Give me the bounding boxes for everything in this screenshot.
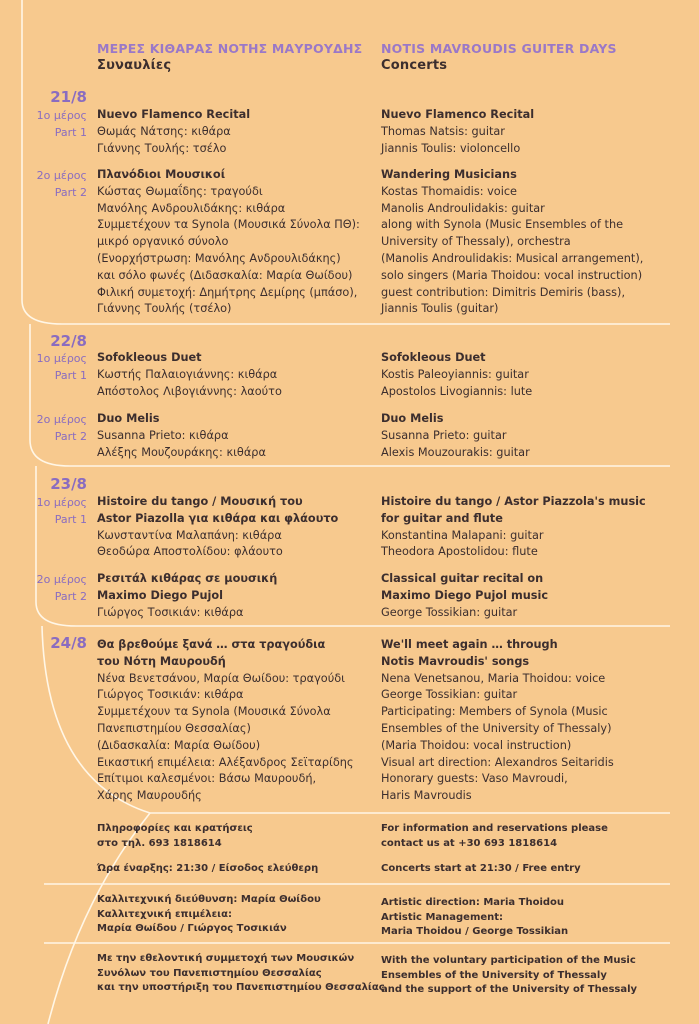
text-line: και την υποστήριξη του Πανεπιστημίου Θεσσαλίας [97, 982, 385, 993]
header-greek [97, 41, 362, 73]
text-line: Part 1 [54, 369, 87, 382]
support-english [381, 954, 637, 998]
text-line: Visual art direction: Alexandros Seitaridis [381, 755, 614, 769]
text-line: Classical guitar recital on [381, 572, 544, 585]
text-line: contact us at +30 693 1818614 [381, 837, 558, 849]
text-line: (Maria Thoidou: vocal instruction) [381, 738, 572, 752]
text-line: Κώστας Θωμαΐδης: τραγούδι [97, 184, 263, 198]
text-line: Φιλική συμετοχή: Δημήτρης Δεμίρης (μπάσο), [97, 285, 358, 299]
text-line: Apostolos Livogiannis: lute [381, 384, 533, 398]
text-line: Astor Piazolla για κιθάρα και φλάουτο [97, 511, 339, 525]
concert-22-1-english [381, 350, 532, 400]
text-line: George Tossikian: guitar [381, 688, 518, 702]
header-english [381, 41, 617, 73]
text-line: Histoire du tango / Astor Piazzola's music [381, 495, 646, 508]
greek-title: ΜΕΡΕΣ ΚΙΘΑΡΑΣ ΝΟΤΗΣ ΜΑΥΡΟΥΔΗΣ [97, 41, 363, 56]
part-label-21-2 [10, 167, 87, 201]
text-line: Πληροφορίες και κρατήσεις [97, 823, 253, 834]
text-line: Επίτιμοι καλεσμένοι: Βάσω Μαυρουδή, [97, 772, 317, 786]
text-line: Nena Venetsanou, Maria Thoidou: voice [381, 671, 606, 685]
text-line: Με την εθελοντική συμμετοχή των Μουσικών [97, 953, 355, 964]
text-line: Susanna Prieto: guitar [381, 428, 507, 442]
text-line: 1ο μέρος [36, 496, 87, 509]
part-label-23-1 [10, 494, 87, 528]
text-line: Jiannis Toulis: violoncello [381, 141, 521, 155]
text-line: Duo Melis [381, 412, 444, 425]
text-line: Συνόλων του Πανεπιστημίου Θεσσαλίας [97, 967, 322, 979]
text-line: Μαρία Θωίδου / Γιώργος Τοσικιάν [97, 923, 287, 934]
text-line: Part 2 [54, 590, 87, 603]
text-line: Ensembles of the University of Thessaly [381, 969, 607, 981]
start-time-english: Concerts start at 21:30 / Free entry [381, 863, 581, 874]
text-line: Histoire du tango / Μουσική του [97, 495, 303, 508]
text-line: Μανόλης Ανδρουλιδάκης: κιθάρα [97, 201, 286, 215]
text-line: Part 1 [54, 513, 87, 526]
text-line: Kostas Thomaidis: voice [381, 184, 517, 198]
english-title: NOTIS MAVROUDIS GUITER DAYS [381, 41, 617, 56]
concert-21-1-greek [97, 107, 250, 157]
concert-23-1-english [381, 494, 646, 561]
text-line: Κωνσταντίνα Μαλαπάνη: κιθάρα [97, 528, 282, 542]
info-reservations-greek [97, 822, 253, 851]
info-reservations-english [381, 822, 608, 851]
concert-22-2-english [381, 411, 530, 461]
text-line: 2ο μέρος [36, 169, 87, 182]
text-line: Sofokleous Duet [381, 351, 486, 364]
text-line: Duo Melis [97, 412, 160, 425]
text-line: Γιάννης Τουλής: τσέλο [97, 141, 227, 155]
part-label-23-2 [10, 571, 87, 605]
text-line: For information and reservations please [381, 823, 608, 834]
text-line: Νένα Βενετσάνου, Μαρία Θωίδου: τραγούδι [97, 671, 345, 685]
text-line: Εικαστική επιμέλεια: Αλέξανδρος Σεϊταρίδης [97, 755, 354, 769]
text-line: Ρεσιτάλ κιθάρας σε μουσική [97, 572, 278, 585]
text-line: Part 2 [54, 430, 87, 443]
text-line: Θεοδώρα Αποστολίδου: φλάουτο [97, 545, 283, 559]
text-line: Θα βρεθούμε ξανά … στα τραγούδια [97, 638, 326, 651]
text-line: Part 1 [54, 126, 87, 139]
text-line: του Νότη Μαυρουδή [97, 654, 226, 668]
text-line: Maximo Diego Pujol [97, 588, 224, 602]
text-line: 2ο μέρος [36, 413, 87, 426]
credits-greek [97, 893, 321, 937]
text-line: 1ο μέρος [36, 352, 87, 365]
text-line: και σόλο φωνές (Διδασκαλία: Μαρία Θωίδου) [97, 268, 353, 282]
text-line: Καλλιτεχνική επιμέλεια: [97, 908, 232, 920]
text-line: Πλανόδιοι Μουσικοί [97, 168, 226, 181]
part-label-21-1 [10, 107, 87, 141]
start-time-greek: Ώρα έναρξης: 21:30 / Είσοδος ελεύθερη [97, 863, 319, 874]
text-line: Γιώργος Τοσικιάν: κιθάρα [97, 688, 244, 702]
concert-21-2-greek [97, 167, 360, 318]
text-line: Maximo Diego Pujol music [381, 588, 549, 602]
credits-english [381, 896, 568, 940]
date-24-8: 24/8 [50, 634, 87, 652]
concert-23-1-greek [97, 494, 338, 561]
text-line: solo singers (Maria Thoidou: vocal instruction) [381, 268, 643, 282]
text-line: Theodora Apostolidou: flute [381, 545, 538, 559]
support-greek [97, 952, 385, 996]
text-line: Notis Mavroudis' songs [381, 654, 530, 668]
text-line: George Tossikian: guitar [381, 605, 518, 619]
text-line: University of Thessaly), orchestra [381, 235, 571, 249]
text-line: Ensembles of the University of Thessaly) [381, 721, 612, 735]
text-line: Kostis Paleoyiannis: guitar [381, 367, 529, 381]
text-line: 1ο μέρος [36, 109, 87, 122]
text-line: Part 2 [54, 186, 87, 199]
text-line: (Ενορχήστρωση: Μανόλης Ανδρουλιδάκης) [97, 251, 341, 265]
text-line: Συμμετέχουν τα Synola (Μουσικά Σύνολα ΠΘ): [97, 218, 360, 232]
concert-24-greek [97, 637, 354, 805]
date-22-8: 22/8 [50, 332, 87, 350]
greek-subtitle: Συναυλίες [97, 58, 172, 73]
text-line: Καλλιτεχνική διεύθυνση: Μαρία Θωίδου [97, 894, 321, 905]
text-line: and the support of the University of Thessaly [381, 984, 638, 995]
text-line: (Manolis Androulidakis: Musical arrangement), [381, 251, 644, 265]
text-line: Participating: Members of Synola (Music [381, 705, 608, 719]
text-line: Γιώργος Τοσικιάν: κιθάρα [97, 605, 244, 619]
text-line: (Διδασκαλία: Μαρία Θωίδου) [97, 738, 261, 752]
text-line: Maria Thoidou / George Tossikian [381, 926, 569, 937]
text-line: Wandering Musicians [381, 168, 517, 181]
text-line: along with Synola (Music Ensembles of the [381, 218, 624, 232]
text-line: Nuevo Flamenco Recital [97, 108, 251, 121]
concert-24-english [381, 637, 614, 805]
text-line: στο τηλ. 693 1818614 [97, 837, 222, 849]
concert-21-2-english [381, 167, 643, 318]
text-line: Αλέξης Μουζουράκης: κιθάρα [97, 445, 266, 459]
date-23-8: 23/8 [50, 475, 87, 493]
text-line: Honorary guests: Vaso Mavroudi, [381, 772, 568, 786]
part-label-22-2 [10, 411, 87, 445]
concert-22-2-greek [97, 411, 266, 461]
text-line: Manolis Androulidakis: guitar [381, 201, 545, 215]
date-21-8: 21/8 [50, 88, 87, 106]
text-line: Sofokleous Duet [97, 351, 202, 364]
part-label-22-1 [10, 350, 87, 384]
text-line: Πανεπιστημίου Θεσσαλίας) [97, 721, 251, 735]
text-line: for guitar and flute [381, 511, 503, 525]
text-line: Nuevo Flamenco Recital [381, 108, 535, 121]
text-line: Jiannis Toulis (guitar) [381, 302, 499, 316]
text-line: Artistic Management: [381, 911, 504, 923]
text-line: 2ο μέρος [36, 573, 87, 586]
text-line: With the voluntary participation of the Music [381, 955, 636, 966]
text-line: Alexis Mouzourakis: guitar [381, 445, 530, 459]
text-line: Γιάννης Τουλής (τσέλο) [97, 302, 232, 316]
text-line: Konstantina Malapani: guitar [381, 528, 544, 542]
text-line: Artistic direction: Maria Thoidou [381, 897, 565, 908]
text-line: Συμμετέχουν τα Synola (Μουσικά Σύνολα [97, 705, 331, 719]
text-line: Κωστής Παλαιογιάννης: κιθάρα [97, 367, 278, 381]
english-subtitle: Concerts [381, 58, 448, 73]
text-line: Χάρης Μαυρουδής [97, 789, 202, 803]
concert-22-1-greek [97, 350, 282, 400]
text-line: Απόστολος Λιβογιάννης: λαούτο [97, 384, 282, 398]
text-line: We'll meet again … through [381, 638, 558, 651]
text-line: Susanna Prieto: κιθάρα [97, 428, 229, 442]
concert-21-1-english [381, 107, 534, 157]
text-line: Haris Mavroudis [381, 789, 472, 803]
concert-23-2-greek [97, 571, 277, 621]
text-line: μικρό οργανικό σύνολο [97, 235, 229, 249]
text-line: Thomas Natsis: guitar [381, 124, 505, 138]
text-line: Θωμάς Νάτσης: κιθάρα [97, 124, 231, 138]
text-line: guest contribution: Dimitris Demiris (bass), [381, 285, 626, 299]
concert-23-2-english [381, 571, 548, 621]
